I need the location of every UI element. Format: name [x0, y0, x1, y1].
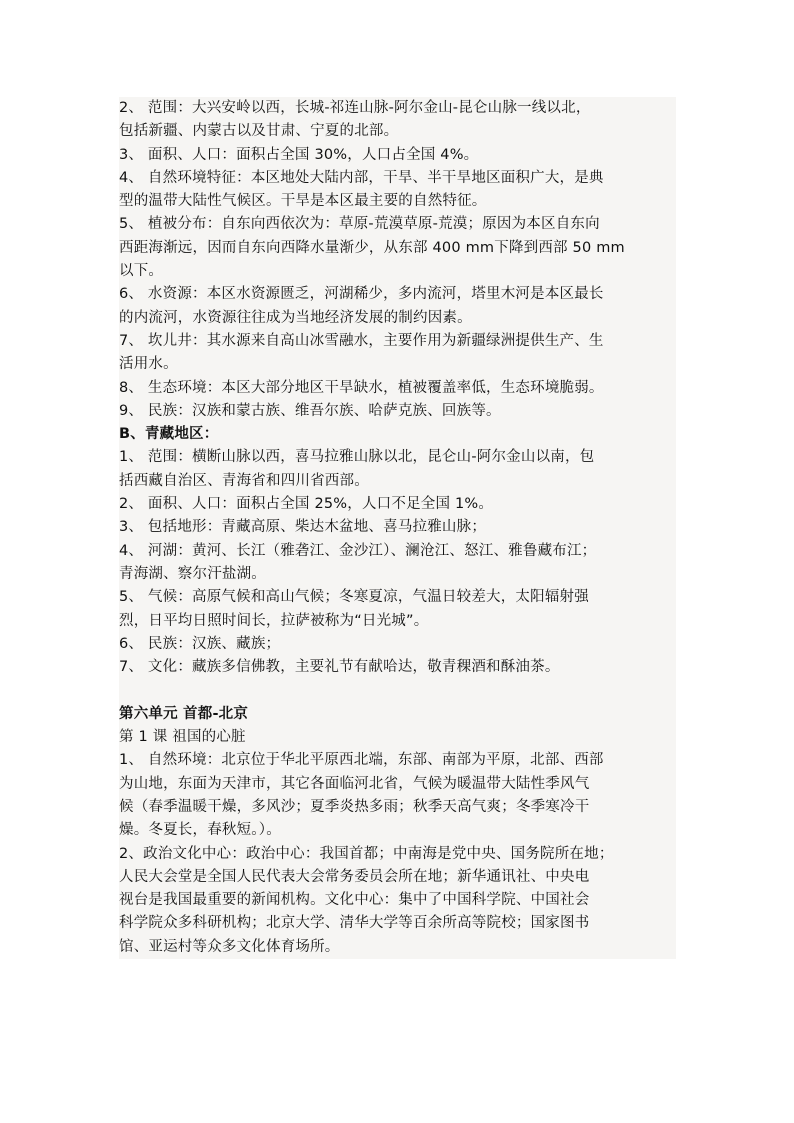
- text-line: 9、 民族：汉族和蒙古族、维吾尔族、哈萨克族、回族等。: [119, 402, 501, 419]
- text-line: 2、 面积、人口：面积占全国 25%，人口不足全国 1%。: [119, 496, 494, 513]
- document-body: [119, 97, 676, 959]
- text-line: 1、 自然环境：北京位于华北平原西北端，东部、南部为平原，北部、西部: [119, 752, 604, 769]
- text-line: 科学院众多科研机构；北京大学、清华大学等百余所高等院校；国家图书: [119, 915, 590, 932]
- text-line: 5、 植被分布：自东向西依次为：草原-荒漠草原-荒漠；原因为本区自东向: [119, 216, 600, 233]
- text-line: 烈，日平均日照时间长，拉萨被称为“日光城”。: [119, 612, 429, 629]
- text-line: 西距海渐远，因而自东向西降水量渐少，从东部 400 mm下降到西部 50 mm: [119, 239, 625, 256]
- text-line: 2、政治文化中心：政治中心：我国首都；中南海是党中央、国务院所在地；: [119, 845, 614, 862]
- text-line: 3、 面积、人口：面积占全国 30%，人口占全国 4%。: [119, 146, 479, 163]
- text-line: 燥。冬夏长，春秋短。）。: [119, 822, 281, 839]
- text-line: 以下。: [119, 263, 164, 280]
- text-line: 括西藏自治区、青海省和四川省西部。: [119, 472, 369, 489]
- text-line: 5、 气候：高原气候和高山气候；冬寒夏凉，气温日较差大，太阳辐射强: [119, 589, 589, 606]
- section-a-list: [119, 97, 676, 423]
- unit-heading: 第六单元 首都-北京: [119, 705, 249, 722]
- text-line: 馆、亚运村等众多文化体育场所。: [119, 938, 340, 955]
- text-line: 为山地，东面为天津市，其它各面临河北省，气候为暖温带大陆性季风气: [119, 775, 590, 792]
- text-line: 包括新疆、内蒙古以及甘肃、宁夏的北部。: [119, 123, 399, 140]
- text-line: 型的温带大陆性气候区。干旱是本区最主要的自然特征。: [119, 193, 487, 210]
- text-line: 8、 生态环境：本区大部分地区干旱缺水，植被覆盖率低，生态环境脆弱。: [119, 379, 604, 396]
- blank-line: [119, 679, 676, 702]
- text-line: 候（春季温暖干燥，多风沙；夏季炎热多雨；秋季天高气爽；冬季寒冷干: [119, 798, 590, 815]
- lesson-heading: 第 1 课 祖国的心脏: [119, 729, 246, 746]
- text-line: 的内流河，水资源往往成为当地经济发展的制约因素。: [119, 309, 472, 326]
- text-line: 视台是我国最重要的新闻机构。文化中心：集中了中国科学院、中国社会: [119, 892, 590, 909]
- text-line: 7、 文化：藏族多信佛教，主要礼节有献哈达，敬青稞酒和酥油茶。: [119, 659, 560, 676]
- text-line: 4、 河湖：黄河、长江（雅砻江、金沙江）、澜沧江、怒江、雅鲁藏布江；: [119, 542, 597, 559]
- text-line: 6、 民族：汉族、藏族；: [119, 635, 281, 652]
- section-b-list: [119, 446, 676, 679]
- text-line: 7、 坎儿井：其水源来自高山冰雪融水，主要作用为新疆绿洲提供生产、生: [119, 332, 604, 349]
- text-line: 4、 自然环境特征：本区地处大陆内部，干旱、半干旱地区面积广大，是典: [119, 169, 604, 186]
- section-b-heading: B、青藏地区：: [119, 426, 219, 443]
- text-line: 2、 范围：大兴安岭以西，长城-祁连山脉-阿尔金山-昆仑山脉一线以北，: [119, 100, 591, 116]
- section-c-list: [119, 749, 676, 959]
- text-line: 活用水。: [119, 356, 178, 373]
- text-line: 青海湖、察尔汗盐湖。: [119, 565, 266, 582]
- text-line: 1、 范围：横断山脉以西，喜马拉雅山脉以北，昆仑山-阿尔金山以南，包: [119, 449, 595, 466]
- text-line: 3、 包括地形：青藏高原、柴达木盆地、喜马拉雅山脉；: [119, 519, 487, 536]
- text-line: 6、 水资源：本区水资源匮乏，河湖稀少，多内流河，塔里木河是本区最长: [119, 286, 604, 303]
- text-line: 人民大会堂是全国人民代表大会常务委员会所在地；新华通讯社、中央电: [119, 868, 590, 885]
